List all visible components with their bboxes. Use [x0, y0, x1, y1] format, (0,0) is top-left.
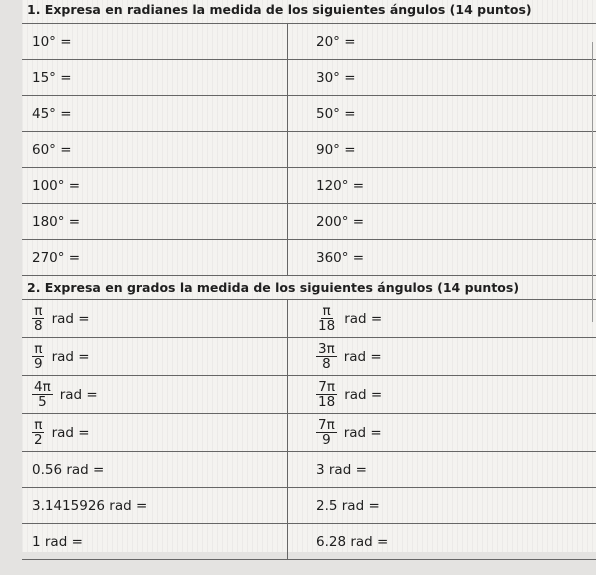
exercise-cell: 45° =	[22, 96, 288, 131]
exercise-cell	[22, 414, 288, 451]
fraction	[316, 304, 337, 333]
exercise-cell	[288, 414, 596, 451]
fraction	[32, 304, 45, 333]
cell-text: rad =	[51, 424, 90, 441]
fraction	[32, 418, 45, 447]
fraction-denominator: 8	[34, 318, 43, 334]
section2-table	[22, 299, 596, 560]
exercise-cell: 2.5 rad =	[316, 497, 380, 514]
worksheet	[22, 0, 596, 552]
exercise-cell: 50° =	[316, 105, 356, 122]
cell-text: rad =	[343, 424, 382, 441]
exercise-cell: 30° =	[316, 69, 356, 86]
exercise-cell: 20° =	[316, 33, 356, 50]
cell-text: rad =	[51, 348, 90, 365]
table-row	[22, 488, 596, 524]
exercise-cell: 3 rad =	[316, 461, 367, 478]
table-row	[22, 240, 596, 276]
fraction	[316, 380, 337, 409]
exercise-cell: 90° =	[316, 141, 356, 158]
exercise-cell: 360° =	[316, 249, 365, 266]
exercise-cell: 270° =	[22, 240, 288, 275]
fraction-numerator: π	[34, 417, 43, 433]
section1-title: 1. Expresa en radianes la medida de los siguientes ángulos (14 puntos)	[27, 2, 532, 17]
exercise-cell: 120° =	[316, 177, 365, 194]
fraction-denominator: 9	[34, 356, 43, 372]
exercise-cell	[22, 300, 288, 337]
cell-text: rad =	[344, 386, 383, 403]
exercise-cell	[288, 300, 596, 337]
fraction-denominator: 18	[318, 394, 336, 410]
cell-text: rad =	[51, 310, 90, 327]
table-row	[22, 300, 596, 338]
table-row	[22, 452, 596, 488]
fraction-numerator: 3π	[318, 341, 335, 357]
table-row	[22, 168, 596, 204]
fraction-denominator: 9	[322, 432, 331, 448]
cell-text: rad =	[343, 348, 382, 365]
section2-title: 2. Expresa en grados la medida de los siguientes ángulos (14 puntos)	[27, 280, 520, 295]
fraction-numerator: π	[322, 303, 331, 319]
table-row	[22, 338, 596, 376]
exercise-cell: 100° =	[22, 168, 288, 203]
exercise-cell: 1 rad =	[22, 524, 288, 559]
exercise-cell: 6.28 rad =	[316, 533, 389, 550]
exercise-cell	[288, 338, 596, 375]
fraction-numerator: 4π	[34, 379, 51, 395]
table-row	[22, 60, 596, 96]
exercise-cell: 15° =	[22, 60, 288, 95]
table-row	[22, 376, 596, 414]
exercise-cell: 60° =	[22, 132, 288, 167]
fraction	[316, 342, 337, 371]
table-row	[22, 132, 596, 168]
fraction	[32, 342, 45, 371]
exercise-cell: 3.1415926 rad =	[22, 488, 288, 523]
exercise-cell: 10° =	[22, 24, 288, 59]
fraction-denominator: 5	[38, 394, 47, 410]
table-row	[22, 96, 596, 132]
fraction	[32, 380, 53, 409]
exercise-cell: 180° =	[22, 204, 288, 239]
exercise-cell	[22, 338, 288, 375]
fraction-denominator: 8	[322, 356, 331, 372]
exercise-cell: 200° =	[316, 213, 365, 230]
fraction-numerator: 7π	[318, 379, 335, 395]
table-row	[22, 24, 596, 60]
table-row	[22, 524, 596, 560]
exercise-cell	[288, 376, 596, 413]
fraction-denominator: 2	[34, 432, 43, 448]
fraction-numerator: π	[34, 341, 43, 357]
fraction-denominator: 18	[318, 318, 336, 334]
page-edge-line	[592, 42, 593, 322]
fraction-numerator: π	[34, 303, 43, 319]
table-row	[22, 204, 596, 240]
fraction	[316, 418, 337, 447]
exercise-cell	[22, 376, 288, 413]
cell-text: rad =	[59, 386, 98, 403]
section1-table	[22, 23, 596, 276]
table-row	[22, 414, 596, 452]
fraction-numerator: 7π	[318, 417, 335, 433]
cell-text: rad =	[344, 310, 383, 327]
exercise-cell: 0.56 rad =	[22, 452, 288, 487]
